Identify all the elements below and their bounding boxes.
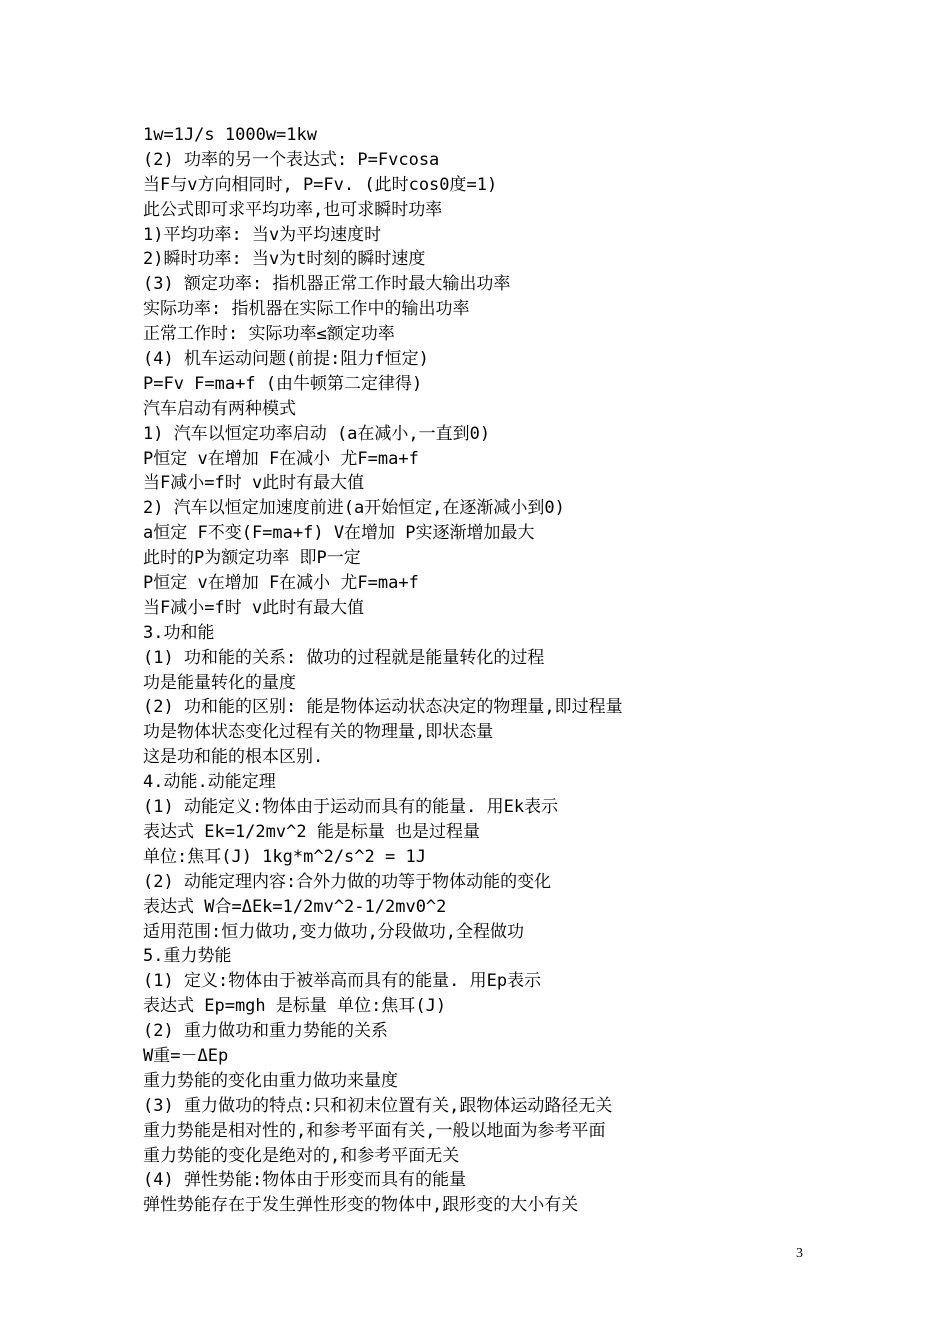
text-line: 功是物体状态变化过程有关的物理量,即状态量 bbox=[143, 722, 494, 743]
text-line: (4) 弹性势能:物体由于形变而具有的能量 bbox=[143, 1170, 467, 1191]
text-line: P=Fv F=ma+f (由牛顿第二定律得) bbox=[143, 373, 423, 394]
text-line: 功是能量转化的量度 bbox=[143, 672, 296, 693]
text-line: 重力势能是相对性的,和参考平面有关,一般以地面为参考平面 bbox=[143, 1120, 606, 1141]
section-heading: 5.重力势能 bbox=[143, 946, 232, 967]
text-line: 当F减小=f时 v此时有最大值 bbox=[143, 597, 365, 618]
text-line: 表达式 W合=ΔEk=1/2mv^2-1/2mv0^2 bbox=[143, 896, 447, 917]
text-line: 弹性势能存在于发生弹性形变的物体中,跟形变的大小有关 bbox=[143, 1195, 579, 1216]
text-line: (1) 功和能的关系: 做功的过程就是能量转化的过程 bbox=[143, 647, 545, 668]
text-line: (2) 功率的另一个表达式: P=Fvcosa bbox=[143, 149, 440, 170]
text-line: 单位:焦耳(J) 1kg*m^2/s^2 = 1J bbox=[143, 846, 426, 867]
text-line: 这是功和能的根本区别. bbox=[143, 747, 324, 768]
text-line: 汽车启动有两种模式 bbox=[143, 398, 296, 419]
text-line: a恒定 F不变(F=ma+f) V在增加 P实逐渐增加最大 bbox=[143, 523, 535, 544]
text-line: W重=－ΔEp bbox=[143, 1045, 229, 1066]
text-line: P恒定 v在增加 F在减小 尤F=ma+f bbox=[143, 573, 419, 594]
text-line: 2)瞬时功率: 当v为t时刻的瞬时速度 bbox=[143, 249, 426, 270]
section-heading: 3.功和能 bbox=[143, 622, 215, 643]
text-line: P恒定 v在增加 F在减小 尤F=ma+f bbox=[143, 448, 419, 469]
text-line: 重力势能的变化是绝对的,和参考平面无关 bbox=[143, 1145, 460, 1166]
text-line: 重力势能的变化由重力做功来量度 bbox=[143, 1070, 398, 1091]
text-line: (1) 动能定义:物体由于运动而具有的能量. 用Ek表示 bbox=[143, 797, 559, 818]
text-line: 1) 汽车以恒定功率启动 (a在减小,一直到0) bbox=[143, 423, 491, 444]
text-line: 当F与v方向相同时, P=Fv. (此时cos0度=1) bbox=[143, 174, 498, 195]
text-line: (1) 定义:物体由于被举高而具有的能量. 用Ep表示 bbox=[143, 971, 542, 992]
text-line: (2) 动能定理内容:合外力做的功等于物体动能的变化 bbox=[143, 871, 552, 892]
text-line: (4) 机车运动问题(前提:阻力f恒定) bbox=[143, 349, 429, 370]
text-line: (3) 重力做功的特点:只和初末位置有关,跟物体运动路径无关 bbox=[143, 1095, 613, 1116]
text-line: 实际功率: 指机器在实际工作中的输出功率 bbox=[143, 299, 470, 320]
text-line: (2) 功和能的区别: 能是物体运动状态决定的物理量,即过程量 bbox=[143, 697, 623, 718]
document-body bbox=[143, 123, 863, 1218]
text-line: 适用范围:恒力做功,变力做功,分段做功,全程做功 bbox=[143, 921, 524, 942]
text-line: 当F减小=f时 v此时有最大值 bbox=[143, 473, 365, 494]
text-line: 正常工作时: 实际功率≤额定功率 bbox=[143, 324, 395, 345]
section-heading: 4.动能.动能定理 bbox=[143, 772, 276, 793]
page-number: 3 bbox=[796, 1246, 803, 1261]
text-line: 1)平均功率: 当v为平均速度时 bbox=[143, 224, 382, 245]
text-line: (3) 额定功率: 指机器正常工作时最大输出功率 bbox=[143, 274, 511, 295]
text-line: (2) 重力做功和重力势能的关系 bbox=[143, 1021, 388, 1042]
text-line: 此公式即可求平均功率,也可求瞬时功率 bbox=[143, 199, 443, 220]
text-line: 1w=1J/s 1000w=1kw bbox=[143, 125, 317, 145]
text-line: 2) 汽车以恒定加速度前进(a开始恒定,在逐渐减小到0) bbox=[143, 498, 565, 519]
text-line: 此时的P为额定功率 即P一定 bbox=[143, 548, 361, 569]
text-line: 表达式 Ek=1/2mv^2 能是标量 也是过程量 bbox=[143, 821, 481, 842]
text-line: 表达式 Ep=mgh 是标量 单位:焦耳(J) bbox=[143, 996, 447, 1017]
